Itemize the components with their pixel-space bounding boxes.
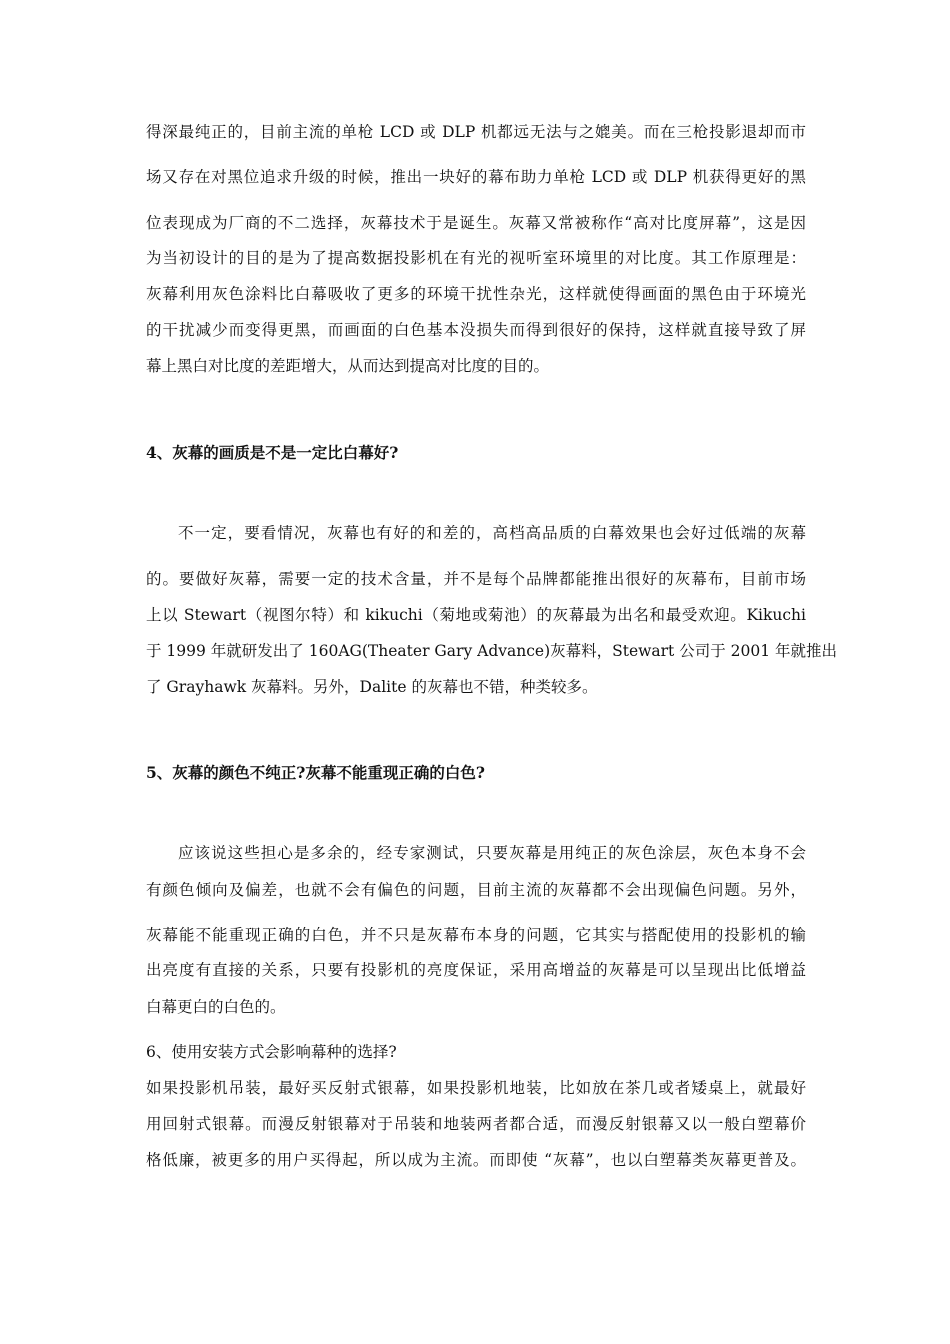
paragraph-1-line: 场又存在对黑位追求升级的时候，推出一块好的幕布助力单枪 LCD 或 DLP 机获得更好的黑: [146, 168, 806, 186]
paragraph-1-line: 灰幕利用灰色涂料比白幕吸收了更多的环境干扰性杂光，这样就使得画面的黑色由于环境光: [146, 285, 806, 303]
paragraph-1-line: 得深最纯正的，目前主流的单枪 LCD 或 DLP 机都远无法与之媲美。而在三枪投影退却而市: [146, 123, 806, 141]
paragraph-6-line: 用回射式银幕。而漫反射银幕对于吊装和地装两者都合适，而漫反射银幕又以一般白塑幕价: [146, 1115, 806, 1133]
paragraph-1-line: 幕上黑白对比度的差距增大，从而达到提高对比度的目的。: [146, 357, 550, 375]
paragraph-5-line: 白幕更白的白色的。: [146, 998, 286, 1016]
paragraph-4-line: 了 Grayhawk 灰幕料。另外，Dalite 的灰幕也不错，种类较多。: [146, 678, 598, 696]
paragraph-4-line: 于 1999 年就研发出了 160AG(Theater Gary Advance)灰幕料，Stewart 公司于 2001 年就推出: [146, 642, 838, 660]
section-heading-6: 6、使用安装方式会影响幕种的选择?: [146, 1043, 397, 1061]
paragraph-5-line: 出亮度有直接的关系，只要有投影机的亮度保证，采用高增益的灰幕是可以呈现出比低增益: [146, 961, 806, 979]
paragraph-5-line: 应该说这些担心是多余的，经专家测试，只要灰幕是用纯正的灰色涂层，灰色本身不会: [178, 844, 806, 862]
paragraph-5-line: 灰幕能不能重现正确的白色，并不只是灰幕布本身的问题，它其实与搭配使用的投影机的输: [146, 926, 806, 944]
paragraph-6-line: 格低廉，被更多的用户买得起，所以成为主流。而即使 “灰幕”，也以白塑幕类灰幕更普及。: [146, 1151, 806, 1169]
paragraph-4-line: 上以 Stewart（视图尔特）和 kikuchi（菊地或菊池）的灰幕最为出名和最受欢迎。Kikuchi: [146, 606, 806, 624]
paragraph-1-line: 的干扰减少而变得更黑，而画面的白色基本没损失而得到很好的保持，这样就直接导致了屏: [146, 321, 806, 339]
paragraph-4-line: 的。要做好灰幕，需要一定的技术含量，并不是每个品牌都能推出很好的灰幕布，目前市场: [146, 570, 806, 588]
section-heading-5: 5、灰幕的颜色不纯正?灰幕不能重现正确的白色?: [146, 763, 485, 782]
paragraph-5-line: 有颜色倾向及偏差，也就不会有偏色的问题，目前主流的灰幕都不会出现偏色问题。另外，: [146, 881, 806, 899]
paragraph-1-line: 为当初设计的目的是为了提高数据投影机在有光的视听室环境里的对比度。其工作原理是：: [146, 249, 806, 267]
section-heading-4: 4、灰幕的画质是不是一定比白幕好?: [146, 443, 399, 462]
paragraph-1-line: 位表现成为厂商的不二选择，灰幕技术于是诞生。灰幕又常被称作“高对比度屏幕”，这是因: [146, 214, 806, 232]
paragraph-6-line: 如果投影机吊装，最好买反射式银幕，如果投影机地装，比如放在茶几或者矮桌上，就最好: [146, 1079, 806, 1097]
paragraph-4-line: 不一定，要看情况，灰幕也有好的和差的，高档高品质的白幕效果也会好过低端的灰幕: [178, 524, 806, 542]
